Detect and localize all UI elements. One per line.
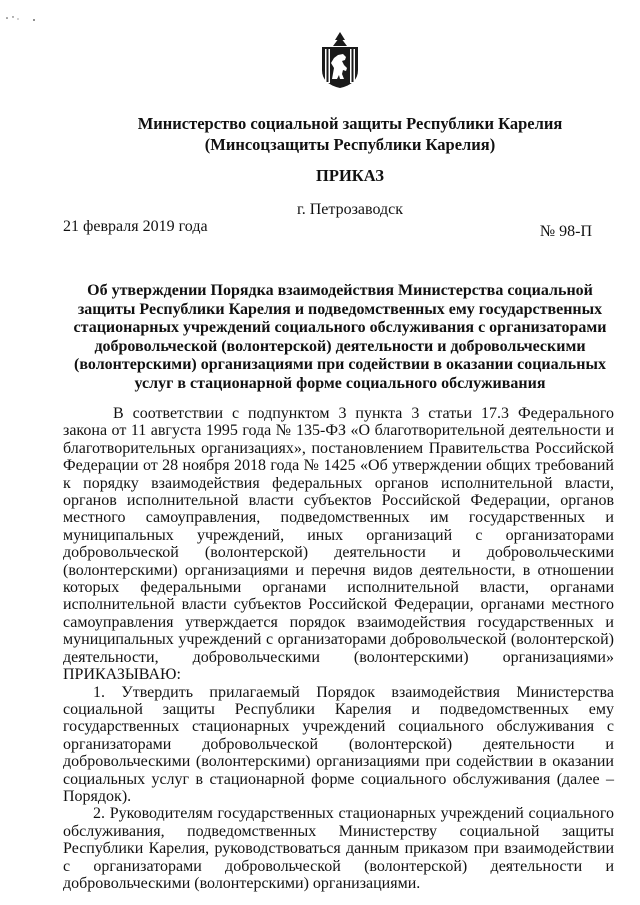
scan-artifact-dots: [4, 14, 44, 24]
ministry-name-line2: (Минсоцзащиты Республики Карелия): [204, 135, 496, 154]
preamble-paragraph: В соответствии с подпунктом 3 пункта 3 статьи 17.3 Федерального закона от 11 августа 1995 года № 135-ФЗ «О благотворительной деятельности и благотворительных организациях», постановлением Правительства Российской Федерации от 28 ноября 2018 года № 1425 «Об утверждении общих требований к порядку взаимодействия федеральных органов исполнительной власти, органов исполнительной власти субъектов Российской Федерации, органов местного самоуправления, подведомственных им государственных и муниципальных учреждений, иных организаций с организаторами добровольческой (волонтерской) деятельности и добровольческими (волонтерскими) организациями и перечня видов деятельности, в отношении которых федеральными органами исполнительной власти, органами исполнительной власти субъектов Российской Федерации, органами местного самоуправления утверждается порядок взаимодействия государственных и муниципальных учреждений с организаторами добровольческой (волонтерской) деятельности, добровольческими (волонтерскими) организациями» ПРИКАЗЫВАЮ:: [63, 405, 614, 684]
document-date: 21 февраля 2019 года: [63, 218, 208, 235]
document-type: ПРИКАЗ: [316, 166, 384, 185]
document-number: № 98-П: [539, 223, 592, 240]
ministry-name-line1: Министерство социальной защиты Республики Карелия: [137, 114, 563, 133]
city: г. Петрозаводск: [296, 201, 404, 218]
document-body: [63, 405, 614, 892]
karelia-coat-of-arms-icon: [318, 30, 362, 90]
ministry-name: [60, 113, 640, 155]
clause-1: 1. Утвердить прилагаемый Порядок взаимодействия Министерства социальной защиты Республики Карелия и подведомственных ему государственных стационарных учреждений социального обслуживания с организаторами добровольческой (волонтерской) деятельности и добровольческими (волонтерскими) организациями при содействии в оказании социальных услуг в стационарной форме социального обслуживания (далее – Порядок).: [63, 683, 614, 805]
order-title: Об утверждении Порядка взаимодействия Министерства социальной защиты Республики Карелия и подведомственных ему государственных стационарных учреждений социального обслуживания с организаторами добровольческой (волонтерской) деятельности и добровольческими (волонтерскими) организациями при содействии в оказании социальных услуг в стационарной форме социального обслуживания: [73, 282, 607, 392]
clause-2: 2. Руководителям государственных стационарных учреждений социального обслуживания, подведомственных Министерству социальной защиты Республики Карелия, руководствоваться данным приказом при взаимодействии с организаторами добровольческой (волонтерской) деятельности и добровольческими (волонтерскими) организациями.: [63, 805, 614, 892]
